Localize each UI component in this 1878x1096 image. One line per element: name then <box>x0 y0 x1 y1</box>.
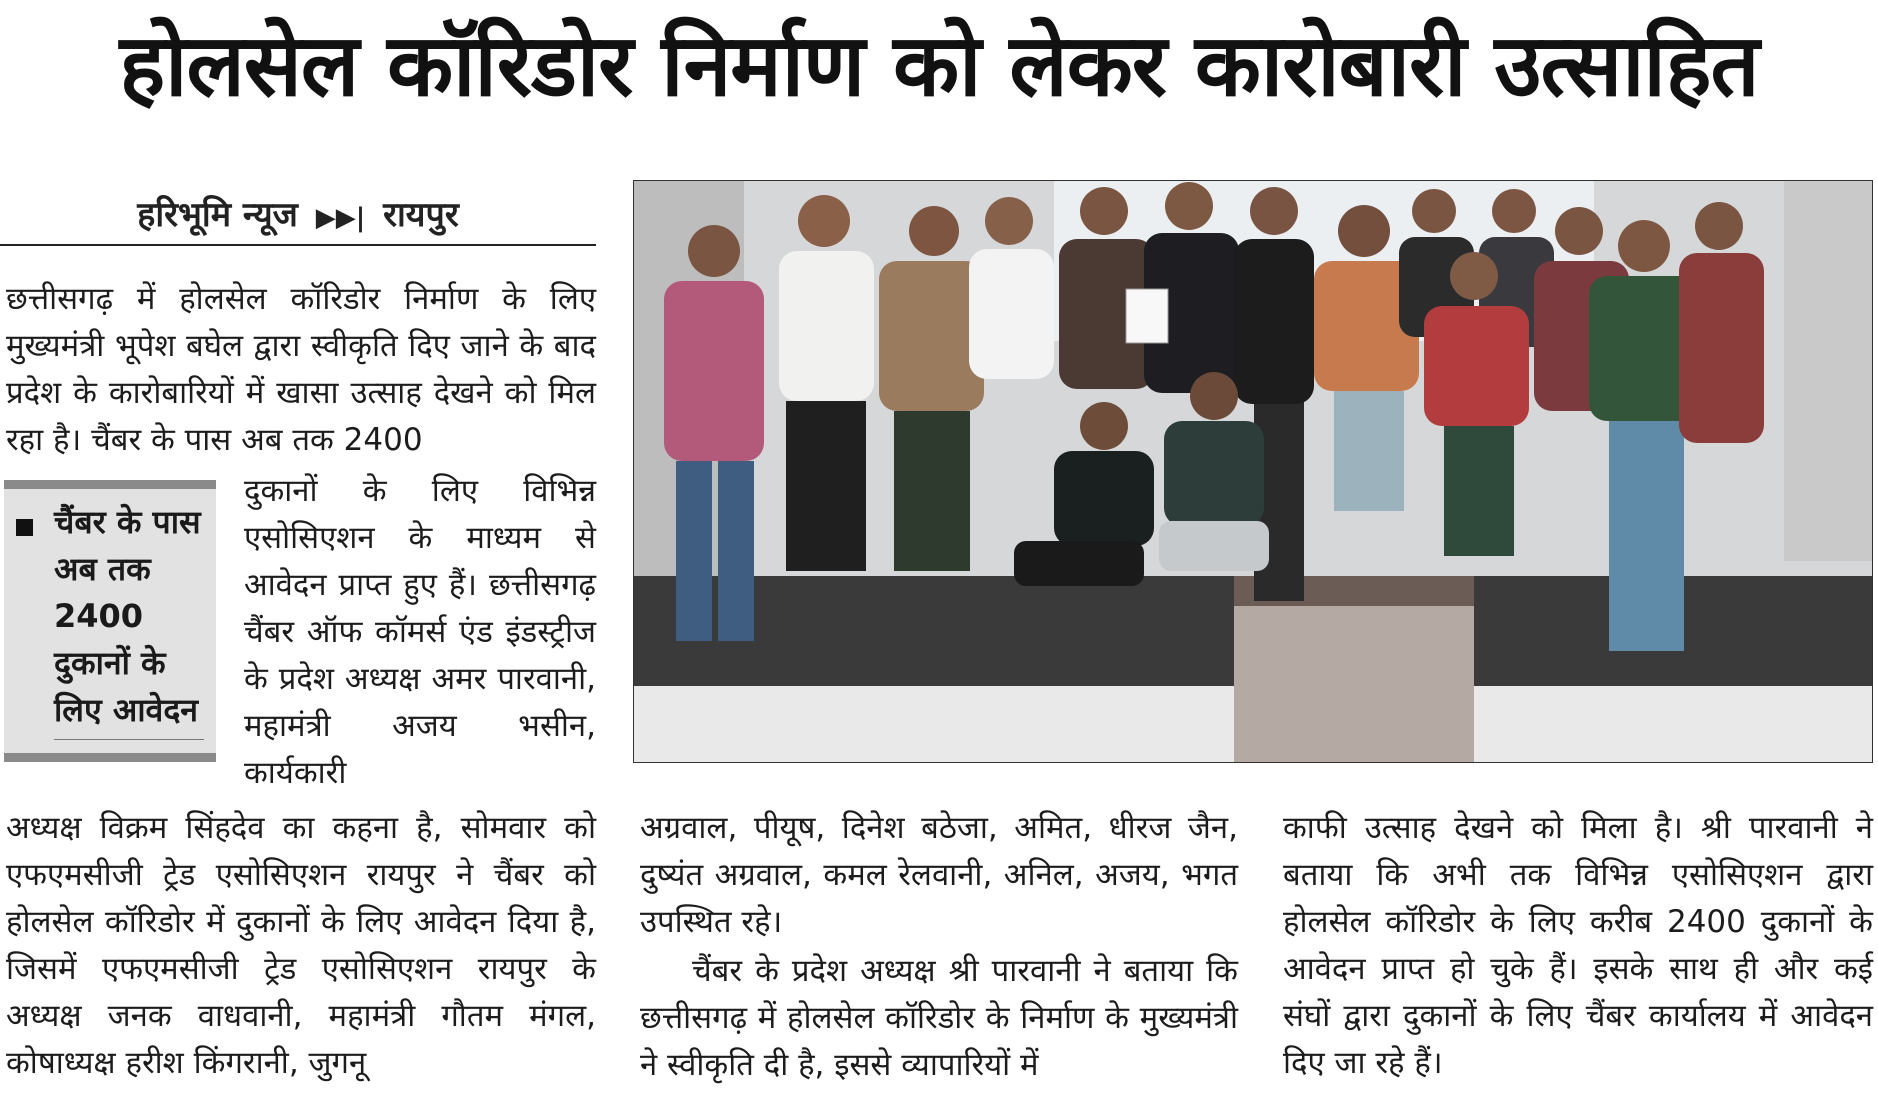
article-intro: छत्तीसगढ़ में होलसेल कॉरिडोर निर्माण के लिए मुख्यमंत्री भूपेश बघेल द्वारा स्वीकृति दिए जाने के बाद प्रदेश के कारोबारियों में खासा उत्साह देखने को मिल रहा है। चैंबर के पास अब तक 2400 <box>6 281 596 458</box>
headline: होलसेल कॉरिडोर निर्माण को लेकर कारोबारी उत्साहित <box>119 16 1759 116</box>
group-photo-illustration <box>634 181 1873 763</box>
article-column-2: अग्रवाल, पीयूष, दिनेश बठेजा, अमित, धीरज जैन, दुष्यंत अग्रवाल, कमल रेलवानी, अनिल, अजय, भगत उपस्थित रहे। <box>640 810 1238 940</box>
byline-divider <box>0 244 596 246</box>
article-column-1: अध्यक्ष विक्रम सिंहदेव का कहना है, सोमवार को एफएमसीजी ट्रेड एसोसिएशन रायपुर ने चैंबर को होलसेल कॉरिडोर में दुकानों के लिए आवेदन दिया है, जिसमें एफएमसीजी ट्रेड एसोसिएशन रायपुर के अध्यक्ष जनक वाधवानी, महामंत्री गौतम मंगल, कोषाध्यक्ष हरीश किंगरानी, जुगनू <box>6 810 596 1081</box>
square-bullet-icon <box>16 519 33 536</box>
article-column-2-paragraph-2: चैंबर के प्रदेश अध्यक्ष श्री पारवानी ने बताया कि छत्तीसगढ़ में होलसेल कॉरिडोर के निर्माण के मुख्यमंत्री ने स्वीकृति दी है, इससे व्यापारियों में <box>640 953 1238 1083</box>
byline-arrows-icon: ▶▶| <box>315 203 366 233</box>
callout-text: चैंबर के पास अब तक 2400 दुकानों के लिए आवेदन <box>54 503 201 729</box>
byline <box>0 190 596 240</box>
callout-underline <box>54 739 204 740</box>
article-column-3: काफी उत्साह देखने को मिला है। श्री पारवानी ने बताया कि अभी तक विभिन्न एसोसिएशन द्वारा होलसेल कॉरिडोर के लिए करीब 2400 दुकानों के आवेदन प्राप्त हो चुके हैं। इसके साथ ही और कई संघों द्वारा दुकानों के लिए चैंबर कार्यालय में आवेदन दिए जा रहे हैं। <box>1283 810 1873 1081</box>
byline-city: रायपुर <box>383 195 459 235</box>
byline-source: हरिभूमि न्यूज <box>137 195 298 235</box>
callout-box <box>4 480 216 762</box>
article-narrow-column: दुकानों के लिए विभिन्न एसोसिएशन के माध्यम से आवेदन प्राप्त हुए हैं। छत्तीसगढ़ चैंबर ऑफ कॉमर्स एंड इंडस्ट्रीज के प्रदेश अध्यक्ष अमर पारवानी, महामंत्री अजय भसीन, कार्यकारी <box>244 473 596 791</box>
news-photo <box>633 180 1873 763</box>
